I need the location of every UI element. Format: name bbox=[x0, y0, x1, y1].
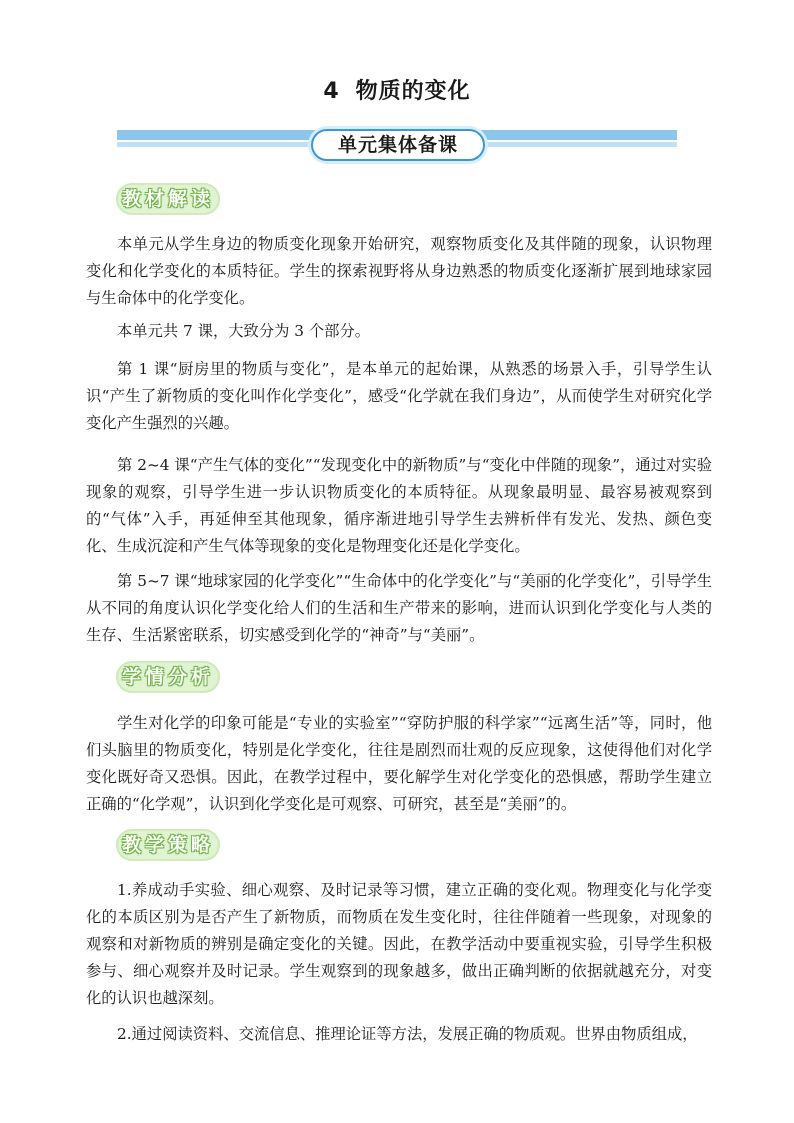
section-heading-text: 教材解读 bbox=[121, 188, 214, 210]
section-heading-text: 学情分析 bbox=[121, 666, 214, 688]
unit-number: 4 bbox=[323, 79, 340, 104]
paragraph: 第 5~7 课“地球家园的化学变化”“生命体中的化学变化”与“美丽的化学变化”，引导学生从不同的角度认识化学变化给人们的生活和生产带来的影响，进而认识到化学变化与人类的生存、生活紧密联系，切实感受到化学的“神奇”与“美丽”。 bbox=[86, 572, 712, 644]
paragraph: 1.养成动手实验、细心观察、及时记录等习惯，建立正确的变化观。物理变化与化学变化的本质区别为是否产生了新物质，而物质在发生变化时，往往伴随着一些现象，对现象的观察和对新物质的辨别是确定变化的关键。因此，在教学活动中要重视实验，引导学生积极参与、细心观察并及时记录。学生观察到的现象越多，做出正确判断的依据就越充分，对变化的认识也越深刻。 bbox=[86, 881, 712, 1007]
paragraph: 学生对化学的印象可能是“专业的实验室”“穿防护服的科学家”“远离生活”等，同时，他们头脑里的物质变化，特别是化学变化，往往是剧烈而壮观的反应现象，这使得他们对化学变化既好奇又恐惧。因此，在教学过程中，要化解学生对化学变化的恐惧感，帮助学生建立正确的“化学观”，认识到化学变化是可观察、可研究，甚至是“美丽”的。 bbox=[86, 714, 712, 813]
section-banner bbox=[117, 126, 677, 162]
section-heading-textbook bbox=[116, 183, 220, 215]
paragraph: 2.通过阅读资料、交流信息、推理论证等方法，发展正确的物质观。世界由物质组成， bbox=[117, 1025, 698, 1043]
banner-label: 单元集体备课 bbox=[311, 129, 485, 161]
page-title bbox=[0, 74, 794, 105]
paragraph: 第 1 课“厨房里的物质与变化”，是本单元的起始课，从熟悉的场景入手，引导学生认识“产生了新物质的变化叫作化学变化”，感受“化学就在我们身边”，从而使学生对研究化学变化产生强烈的兴趣。 bbox=[86, 360, 712, 432]
paragraph: 本单元从学生身边的物质变化现象开始研究，观察物质变化及其伴随的现象，认识物理变化和化学变化的本质特征。学生的探索视野将从身边熟悉的物质变化逐渐扩展到地球家园与生命体中的化学变化。 bbox=[86, 235, 712, 307]
paragraph: 第 2~4 课“产生气体的变化”“发现变化中的新物质”与“变化中伴随的现象”，通过对实验现象的观察，引导学生进一步认识物质变化的本质特征。从现象最明显、最容易被观察到的“气体”入手，再延伸至其他现象，循序渐进地引导学生去辨析伴有发光、发热、颜色变化、生成沉淀和产生气体等现象的变化是物理变化还是化学变化。 bbox=[86, 456, 712, 555]
section-heading-text: 教学策略 bbox=[121, 834, 214, 856]
unit-title: 物质的变化 bbox=[355, 79, 471, 104]
section-heading-strategy bbox=[116, 829, 220, 861]
paragraph: 本单元共 7 课，大致分为 3 个部分。 bbox=[117, 322, 371, 340]
section-heading-analysis bbox=[116, 661, 220, 693]
